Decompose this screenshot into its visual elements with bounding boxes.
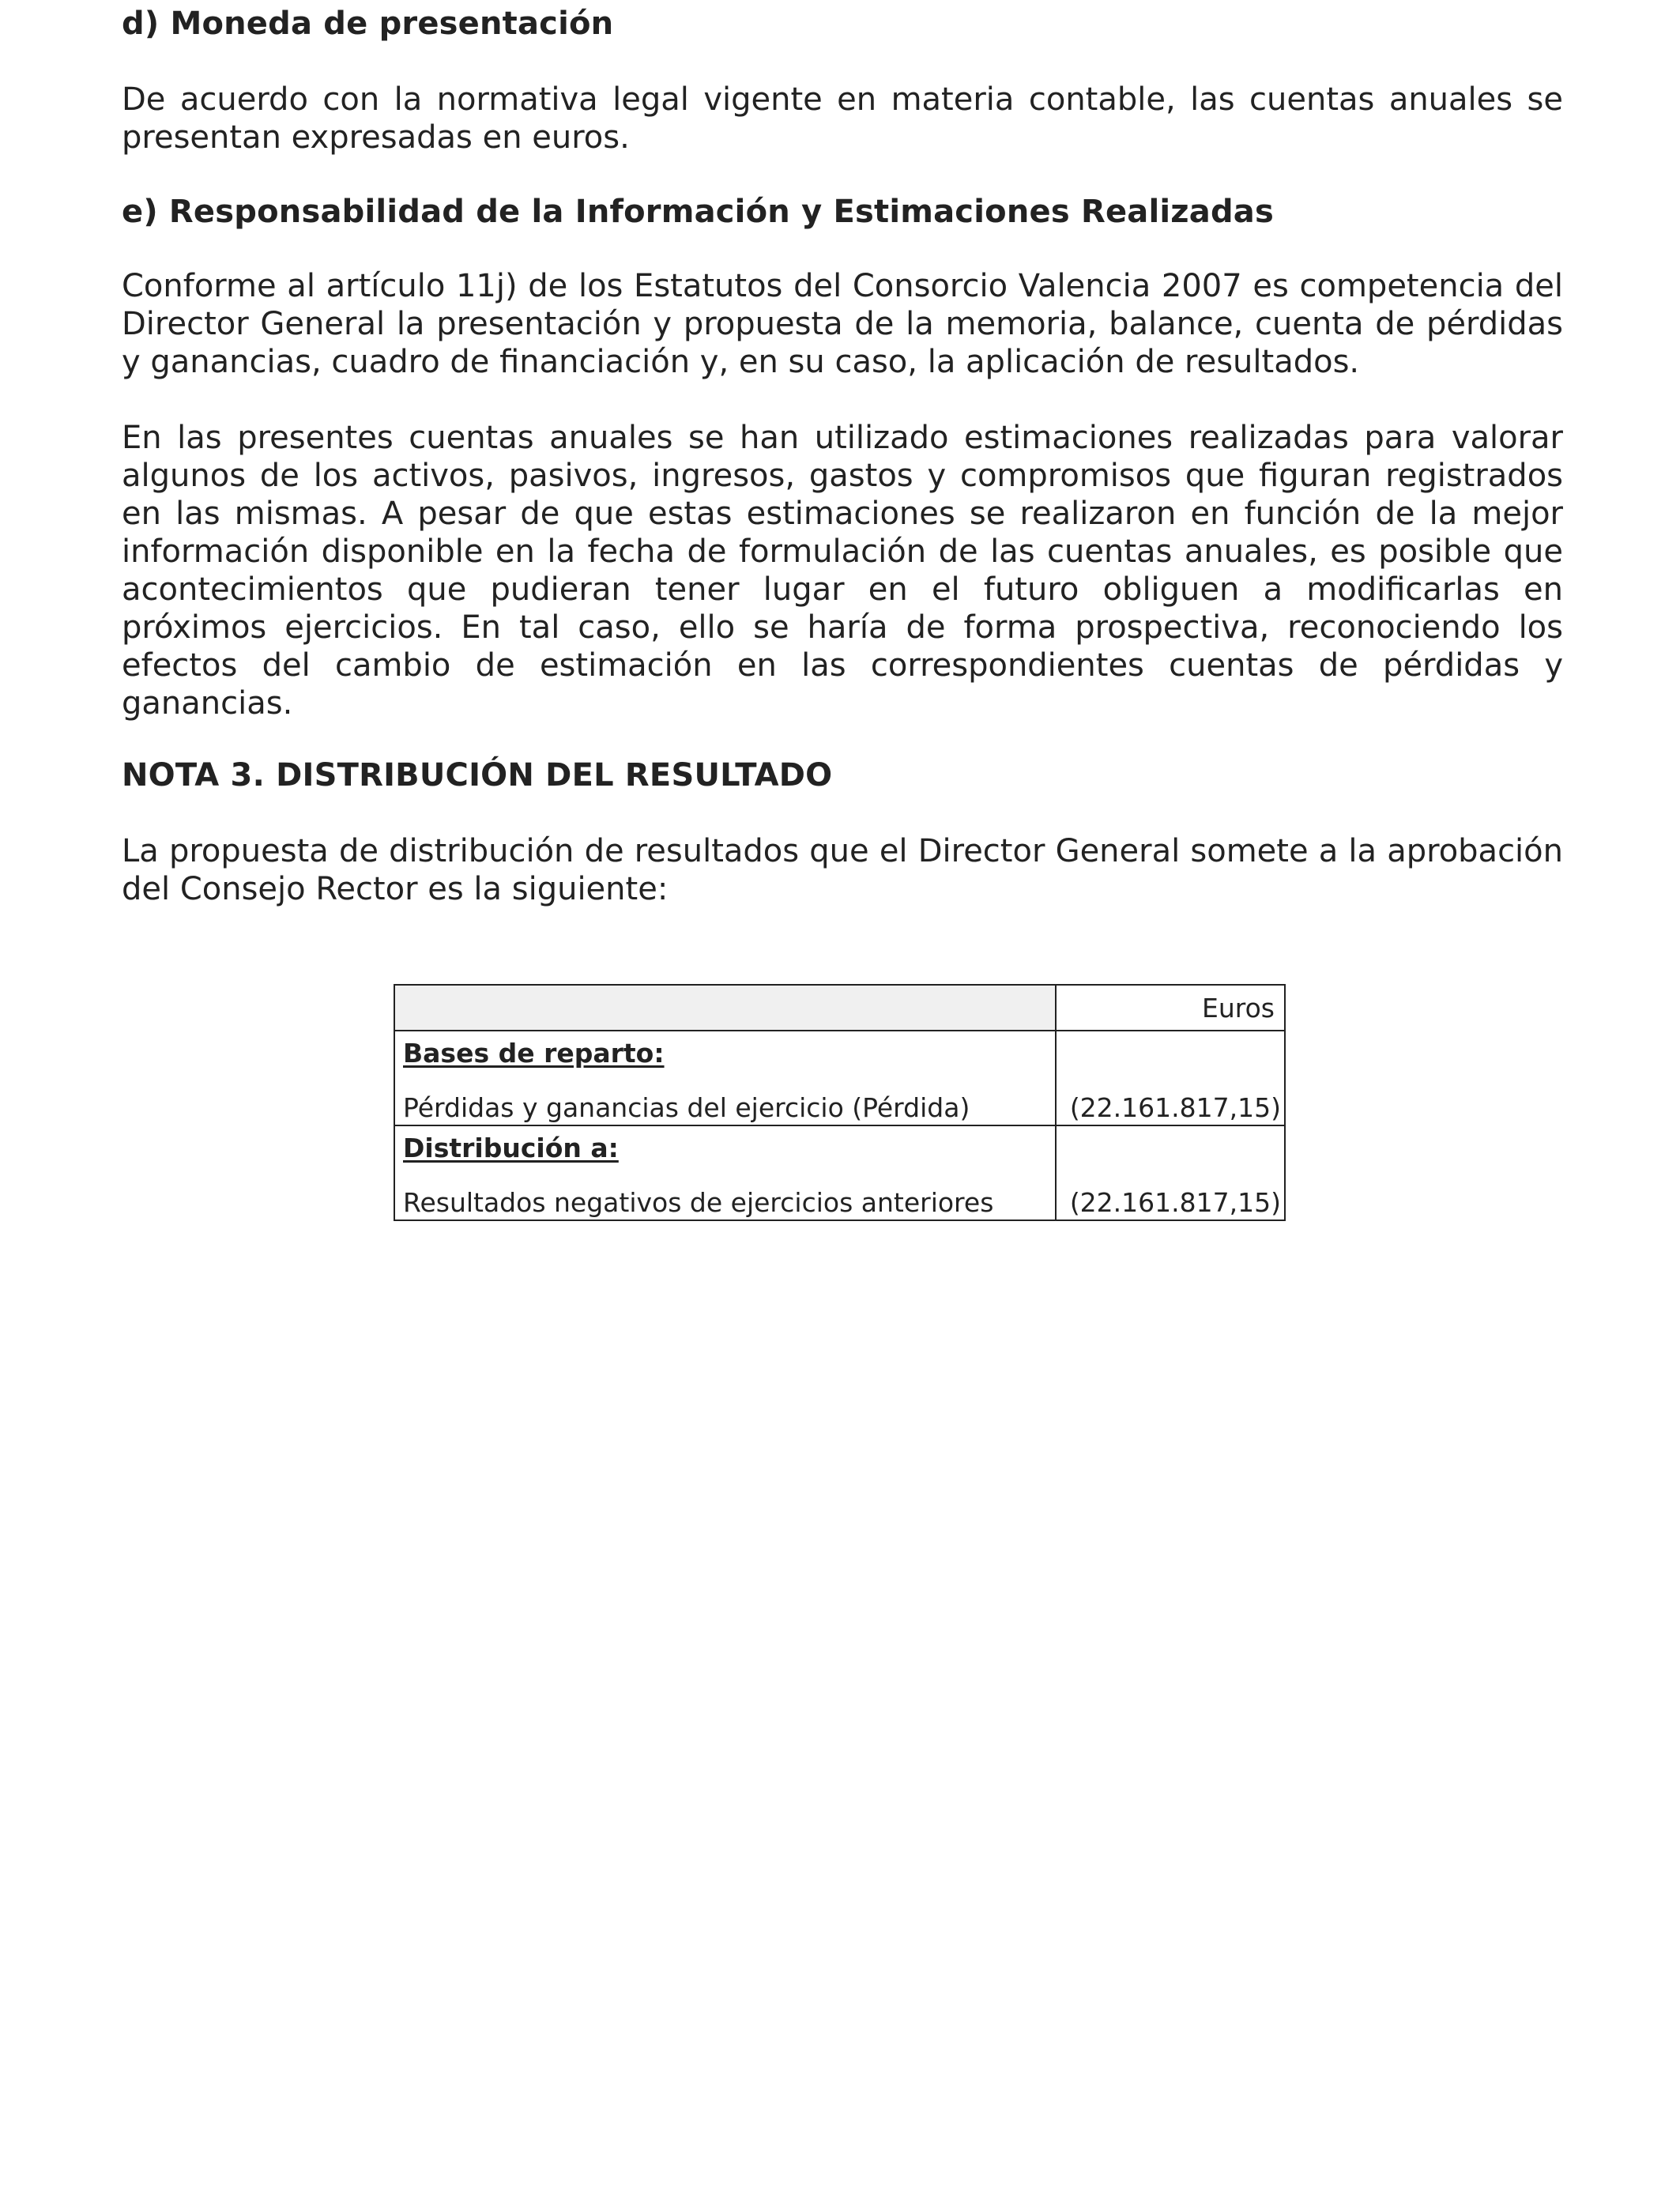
- section-e-paragraph-1: Conforme al artículo 11j) de los Estatutos del Consorcio Valencia 2007 es competencia del Director General la presentación y propuesta de la memoria, balance, cuenta de pérdidas y ganancias, cuadro de financiación y, en su caso, la aplicación de resultados.: [122, 268, 1563, 380]
- table-cell-description: [394, 1031, 1056, 1125]
- table-header-blank-cell: [394, 985, 1056, 1031]
- bases-de-reparto-title: Bases de reparto:: [403, 1038, 665, 1069]
- section-d-heading: d) Moneda de presentación: [122, 6, 614, 42]
- table-row: [394, 1031, 1285, 1125]
- table-row: [394, 1125, 1285, 1220]
- section-e-paragraph-2: En las presentes cuentas anuales se han utilizado estimaciones realizadas para valorar algunos de los activos, pasivos, ingresos, gastos y compromisos que figuran registrados en las mismas. A pesar de que estas estimaciones se realizaron en función de la mejor información disponible en la fecha de formulación de las cuentas anuales, es posible que acontecimientos que pudieran tener lugar en el futuro obliguen a modificarlas en próximos ejercicios. En tal caso, ello se haría de forma prospectiva, reconociendo los efectos del cambio de estimación en las correspondientes cuentas de pérdidas y ganancias.: [122, 420, 1563, 722]
- nota3-paragraph: La propuesta de distribución de resultados que el Director General somete a la aprobación del Consejo Rector es la siguiente:: [122, 833, 1563, 907]
- distribucion-a-title: Distribución a:: [403, 1133, 619, 1163]
- bases-de-reparto-item: Pérdidas y ganancias del ejercicio (Pérdida): [403, 1092, 970, 1123]
- distribucion-a-amount: (22.161.817,15): [1069, 1187, 1281, 1218]
- distribucion-a-item: Resultados negativos de ejercicios anteriores: [403, 1187, 994, 1218]
- table-cell-amount: [1056, 1031, 1285, 1125]
- table-header-currency: Euros: [1056, 985, 1285, 1031]
- table-header-row: [394, 985, 1285, 1031]
- section-d-paragraph: De acuerdo con la normativa legal vigente en materia contable, las cuentas anuales se presentan expresadas en euros.: [122, 81, 1563, 156]
- nota3-heading: NOTA 3. DISTRIBUCIÓN DEL RESULTADO: [122, 757, 833, 794]
- bases-de-reparto-amount: (22.161.817,15): [1069, 1092, 1281, 1123]
- section-e-heading: e) Responsabilidad de la Información y Estimaciones Realizadas: [122, 194, 1275, 230]
- distribution-table: [394, 984, 1286, 1221]
- table-cell-amount: [1056, 1125, 1285, 1220]
- table-cell-description: [394, 1125, 1056, 1220]
